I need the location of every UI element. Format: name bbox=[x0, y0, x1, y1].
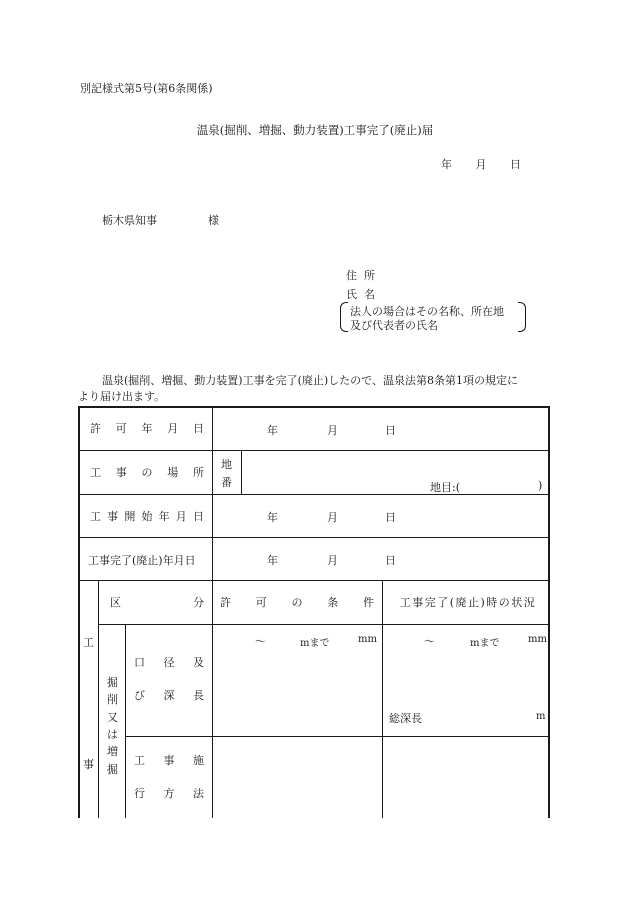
diameter-depth-line2: び 深 長 bbox=[134, 689, 204, 702]
table-left-border bbox=[78, 406, 80, 818]
date-month: 月 bbox=[475, 158, 487, 171]
drilling-char-2: 削 bbox=[107, 693, 118, 706]
category-label: 区 分 bbox=[110, 596, 204, 609]
start-day: 日 bbox=[385, 511, 396, 524]
table-right-border bbox=[548, 406, 550, 818]
corporate-note-line2: 及び代表者の氏名 bbox=[350, 319, 438, 332]
start-year: 年 bbox=[267, 511, 278, 524]
corporate-note-line1: 法人の場合はその名称、所在地 bbox=[350, 305, 504, 318]
permit-until-m: mまで bbox=[300, 638, 330, 649]
address-label: 住 所 bbox=[346, 269, 375, 282]
status-range-tilde: 〜 bbox=[424, 635, 435, 648]
lot-label-1: 地 bbox=[221, 458, 232, 471]
statement-line1: 温泉(掘削、増掘、動力装置)工事を完了(廃止)したので、温泉法第8条第1項の規定に bbox=[102, 374, 518, 387]
start-month: 月 bbox=[327, 511, 338, 524]
permit-unit-mm: mm bbox=[358, 634, 377, 645]
drilling-char-5: 増 bbox=[107, 745, 118, 758]
site-label: 工 事 の 場 所 bbox=[90, 466, 204, 479]
drilling-char-4: は bbox=[107, 728, 118, 741]
completion-date-label: 工事完了(廃止)年月日 bbox=[88, 554, 196, 567]
row-line-3 bbox=[78, 537, 550, 538]
page-title: 温泉(掘削、増掘、動力装置)工事完了(廃止)届 bbox=[196, 123, 434, 137]
notification-table bbox=[78, 406, 550, 818]
construction-divider bbox=[98, 580, 99, 818]
completion-day: 日 bbox=[385, 554, 396, 567]
drilling-char-1: 掘 bbox=[107, 676, 118, 689]
status-divider bbox=[382, 580, 383, 818]
construction-label-2: 事 bbox=[83, 758, 94, 771]
permit-month: 月 bbox=[327, 424, 338, 437]
bracket-left bbox=[340, 302, 348, 332]
name-label: 氏 名 bbox=[346, 288, 375, 301]
category-divider bbox=[212, 580, 213, 818]
header-row-line bbox=[98, 624, 550, 625]
label-divider bbox=[212, 406, 213, 580]
completion-month: 月 bbox=[327, 554, 338, 567]
permit-range-tilde: 〜 bbox=[255, 635, 266, 648]
recipient-name: 栃木県知事 bbox=[102, 214, 157, 227]
recipient bbox=[102, 212, 219, 228]
recipient-honorific: 様 bbox=[208, 214, 219, 227]
permit-day: 日 bbox=[385, 424, 396, 437]
permit-year: 年 bbox=[267, 424, 278, 437]
start-date-label: 工 事 開 始 年 月 日 bbox=[90, 509, 204, 523]
total-depth-label: 総深長 bbox=[389, 712, 422, 725]
completion-status-label: 工事完了(廃止)時の状況 bbox=[399, 596, 537, 609]
bracket-right bbox=[518, 302, 526, 332]
lot-divider bbox=[241, 450, 242, 494]
total-depth-unit: m bbox=[536, 711, 546, 722]
land-category-label: 地目:( bbox=[430, 481, 460, 494]
method-line1: 工 事 施 bbox=[134, 754, 204, 767]
date-year: 年 bbox=[441, 158, 452, 171]
status-unit-mm: mm bbox=[528, 634, 547, 645]
corporate-note bbox=[340, 302, 526, 332]
form-number: 別記様式第5号(第6条関係) bbox=[80, 82, 213, 95]
land-category-close: ) bbox=[538, 479, 543, 492]
status-until-m: mまで bbox=[470, 638, 500, 649]
method-row-line bbox=[125, 736, 550, 737]
permit-conditions-label: 許 可 の 条 件 bbox=[220, 596, 374, 609]
construction-label-1: 工 bbox=[83, 636, 94, 649]
lot-label-2: 番 bbox=[221, 476, 232, 489]
method-line2: 行 方 法 bbox=[134, 787, 204, 800]
diameter-depth-line1: 口 径 及 bbox=[134, 656, 204, 669]
submission-date bbox=[441, 156, 521, 172]
completion-year: 年 bbox=[267, 554, 278, 567]
drilling-char-6: 掘 bbox=[107, 763, 118, 776]
drilling-divider bbox=[125, 624, 126, 818]
permit-date-label: 許 可 年 月 日 bbox=[90, 422, 204, 435]
statement-line2: より届け出ます。 bbox=[78, 390, 166, 403]
drilling-char-3: 又 bbox=[107, 711, 118, 724]
date-day: 日 bbox=[510, 158, 521, 171]
